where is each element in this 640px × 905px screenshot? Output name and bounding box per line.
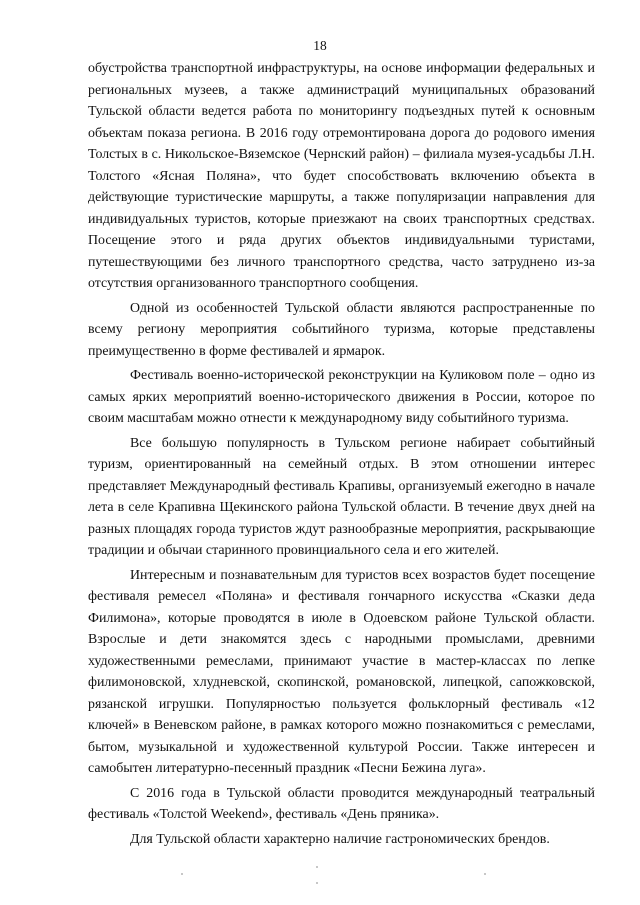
paragraph: обустройства транспортной инфраструктуры, на основе информации федеральных и региональных музеев, а также администраций муниципальных образований Тульской области ведется работа по мониторингу подъездных путей к основным объектам показа региона. В 2016 году отремонтирована дорога до родового имения Толстых в с. Никольское-Вяземское (Чернский район) – филиала музея-усадьбы Л.Н. Толстого «Ясная Поляна», что будет способствовать включению объекта в действующие туристические маршруты, а также популяризации направления для индивидуальных туристов, которые приезжают на своих транспортных средствах. Посещение этого и ряда других объектов индивидуальными туристами, путешествующими без личного транспортного средства, часто затруднено из-за отсутствия организованного транспортного сообщения. bbox=[88, 61, 595, 291]
paragraph: С 2016 года в Тульской области проводится международный театральный фестиваль «Толстой Weekend», фестиваль «День пряника». bbox=[88, 785, 595, 822]
paragraph: Фестиваль военно-исторической реконструкции на Куликовом поле – одно из самых ярких мероприятий военно-исторического движения в России, которое по своим масштабам можно отнести к международному виду событийного туризма. bbox=[88, 368, 595, 426]
page-number: 18 bbox=[313, 38, 327, 53]
paragraph: Для Тульской области характерно наличие гастрономических брендов. bbox=[130, 831, 550, 847]
scan-speck bbox=[316, 882, 318, 884]
page-body bbox=[88, 58, 595, 853]
paragraph: Одной из особенностей Тульской области являются распространенные по всему региону мероприятия событийного туризма, которые представлены преимущественно в форме фестивалей и ярмарок. bbox=[88, 300, 595, 359]
scan-speck bbox=[181, 873, 183, 875]
paragraph: Все большую популярность в Тульском регионе набирает событийный туризм, ориентированный на семейный отдых. В этом отношении интерес представляет Международный фестиваль Крапивы, организуемый ежегодно в начале лета в селе Крапивна Щекинского района Тульской области. В течение двух дней на разных площадях города туристов ждут разнообразные мероприятия, раскрывающие традиции и обычаи старинного провинциального села и его жителей. bbox=[88, 435, 595, 558]
paragraph: Интересным и познавательным для туристов всех возрастов будет посещение фестиваля ремесел «Поляна» и фестиваля гончарного искусства «Сказки деда Филимона», которые проводятся в июле в Одоевском районе Тульской области. Взрослые и дети знакомятся здесь с народными промыслами, древними художественными ремеслами, принимают участие в мастер-классах по лепке филимоновской, хлудневской, скопинской, романовской, липецкой, сапожковской, рязанской игрушки. Популярностью пользуется фольклорный фестиваль «12 ключей» в Веневском районе, в рамках которого можно познакомиться с ремеслами, бытом, музыкальной и художественной культурой России. Также интересен и самобытен литературно-песенный праздник «Песни Бежина луга». bbox=[88, 567, 595, 776]
scan-speck bbox=[484, 873, 486, 875]
scan-speck bbox=[316, 866, 318, 868]
